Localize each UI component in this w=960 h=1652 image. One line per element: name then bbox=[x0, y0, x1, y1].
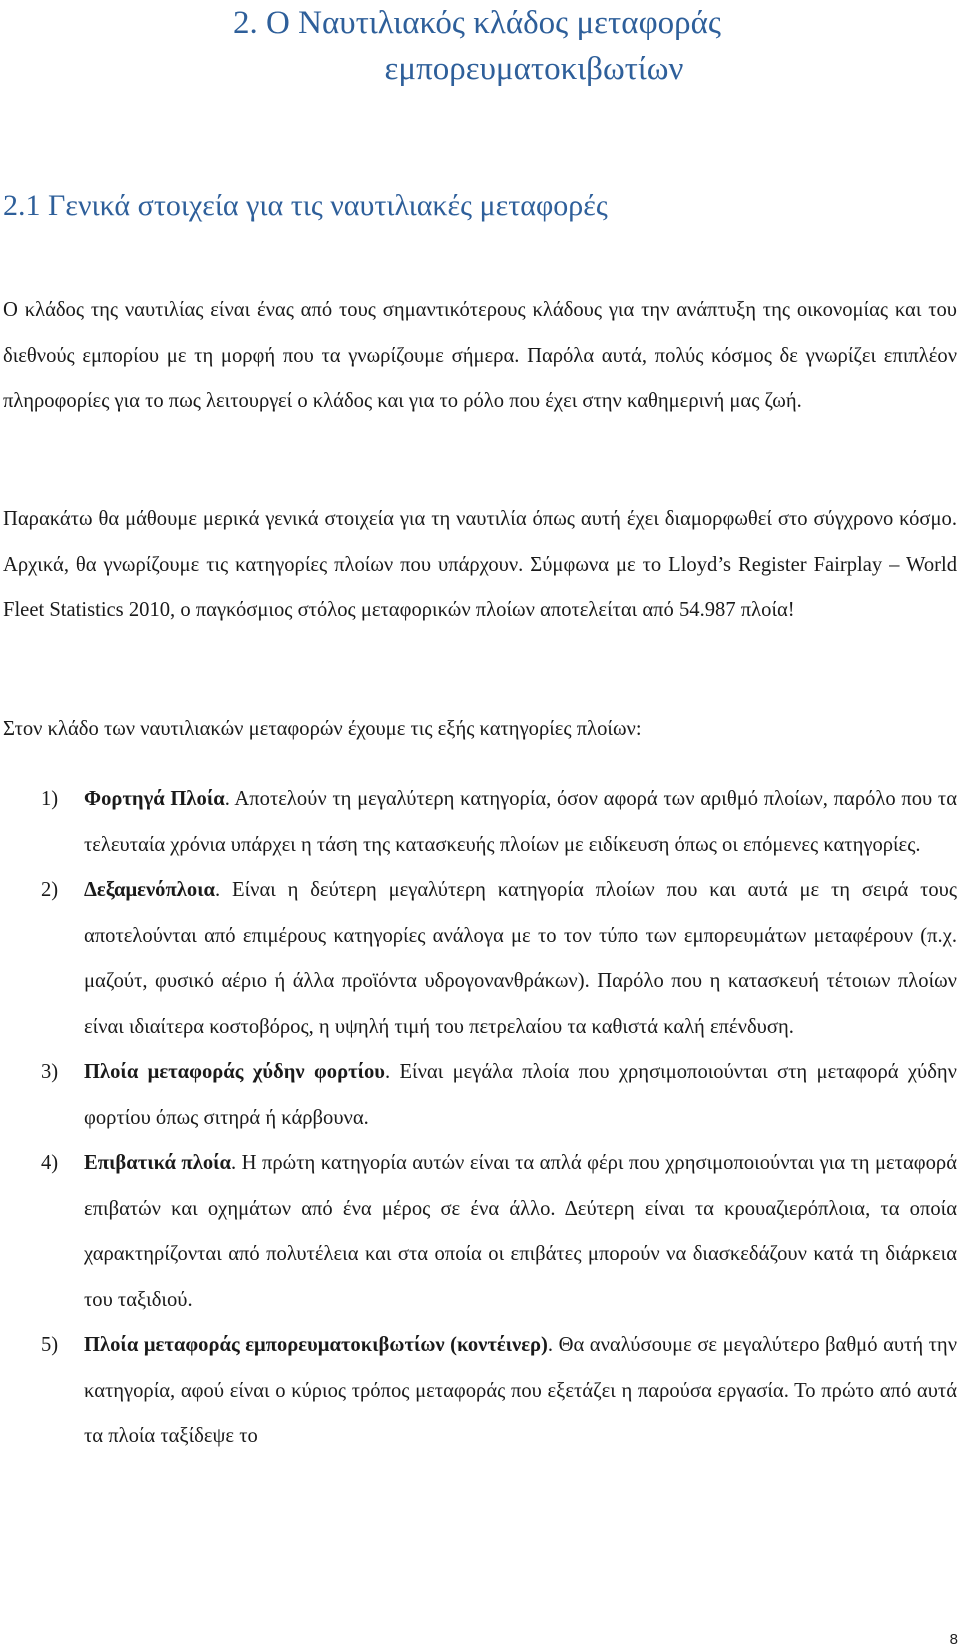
list-item-text: . Είναι η δεύτερη μεγαλύτερη κατηγορία πλοίων που και αυτά με τη σειρά τους αποτελούνται από επιμέρους κατηγορίες ανάλογα με το τον τύπο των εμπορευμάτων μεταφέρουν (π.χ. μαζούτ, φυσικό αέριο ή άλλα προϊόντα υδρογονανθράκων). Παρόλο που η κατασκευή τέτοιων πλοίων είναι ιδιαίτερα κοστοβόρος, η υψηλή τιμή του πετρελαίου τα καθιστά καλή επένδυση. bbox=[84, 879, 957, 1038]
page-number: 8 bbox=[949, 1631, 958, 1648]
list-item-tankers bbox=[0, 868, 957, 1050]
list-item-term: Δεξαμενόπλοια bbox=[84, 879, 216, 901]
paragraph-intro: Ο κλάδος της ναυτιλίας είναι ένας από τους σημαντικότερους κλάδους για την ανάπτυξη της οικονομίας και του διεθνούς εμπορίου με τη μορφή που τα γνωρίζουμε σήμερα. Παρόλα αυτά, πολύς κόσμος δε γνωρίζει επιπλέον πληροφορίες για το πως λειτουργεί ο κλάδος και για το ρόλο που έχει στην καθημερινή μας ζωή. bbox=[3, 299, 957, 412]
chapter-title-line-2: εμπορευματοκιβωτίων bbox=[384, 51, 684, 87]
list-item-text: . Θα αναλύσουμε σε μεγαλύτερο βαθμό αυτή την κατηγορία, αφού είναι ο κύριος τρόπος μεταφοράς που εξετάζει η παρούσα εργασία. Το πρώτο από αυτά τα πλοία ταξίδεψε το bbox=[84, 1334, 958, 1447]
list-item-text: . Η πρώτη κατηγορία αυτών είναι τα απλά φέρι που χρησιμοποιούνται για τη μεταφορά επιβατών και οχημάτων από ένα μέρος σε ένα άλλο. Δεύτερη είναι τα κρουαζιερόπλοια, τα οποία χαρακτηρίζονται από πολυτέλεια και στα οποία οι επιβάτες μπορούν να διασκεδάζουν κατά τη διάρκεια του ταξιδιού. bbox=[84, 1152, 957, 1311]
list-item-bulk-carriers bbox=[0, 1050, 957, 1141]
list-item-text: . Αποτελούν τη μεγαλύτερη κατηγορία, όσον αφορά των αριθμό πλοίων, παρόλο που τα τελευταία χρόνια υπάρχει η τάση της κατασκευής πλοίων με ειδίκευση όπως οι επόμενες κατηγορίες. bbox=[84, 788, 957, 856]
ship-categories-list bbox=[0, 777, 960, 1460]
list-item-passenger-ships bbox=[0, 1141, 957, 1323]
list-item-term: Επιβατικά πλοία bbox=[84, 1152, 232, 1174]
chapter-title bbox=[0, 0, 960, 92]
list-item-text: . Είναι μεγάλα πλοία που χρησιμοποιούνται στη μεταφορά χύδην φορτίου όπως σιτηρά ή κάρβουνα. bbox=[84, 1061, 957, 1129]
list-item-cargo-ships bbox=[0, 777, 957, 868]
list-item-number: 4) bbox=[41, 1152, 59, 1174]
list-item-number: 5) bbox=[41, 1334, 59, 1356]
chapter-title-line-1: 2. Ο Ναυτιλιακός κλάδος μεταφοράς bbox=[233, 5, 721, 41]
list-item-container-ships bbox=[0, 1323, 957, 1460]
list-item-number: 1) bbox=[41, 788, 59, 810]
list-item-term: Πλοία μεταφοράς εμπορευματοκιβωτίων (κοντέινερ) bbox=[84, 1334, 548, 1356]
paragraph-fleet-statistics: Παρακάτω θα μάθουμε μερικά γενικά στοιχεία για τη ναυτιλία όπως αυτή έχει διαμορφωθεί στο σύγχρονο κόσμο. Αρχικά, θα γνωρίζουμε τις κατηγορίες πλοίων που υπάρχουν. Σύμφωνα με το Lloyd’s Register Fairplay – World Fleet Statistics 2010, ο παγκόσμιος στόλος μεταφορικών πλοίων αποτελείται από 54.987 πλοία! bbox=[3, 508, 957, 621]
paragraph-categories-lead: Στον κλάδο των ναυτιλιακών μεταφορών έχουμε τις εξής κατηγορίες πλοίων: bbox=[3, 718, 642, 740]
list-item-number: 3) bbox=[41, 1061, 59, 1083]
list-item-number: 2) bbox=[41, 879, 59, 901]
list-item-term: Πλοία μεταφοράς χύδην φορτίου bbox=[84, 1061, 385, 1083]
section-title: 2.1 Γενικά στοιχεία για τις ναυτιλιακές μεταφορές bbox=[3, 189, 608, 222]
list-item-term: Φορτηγά Πλοία bbox=[84, 788, 225, 810]
